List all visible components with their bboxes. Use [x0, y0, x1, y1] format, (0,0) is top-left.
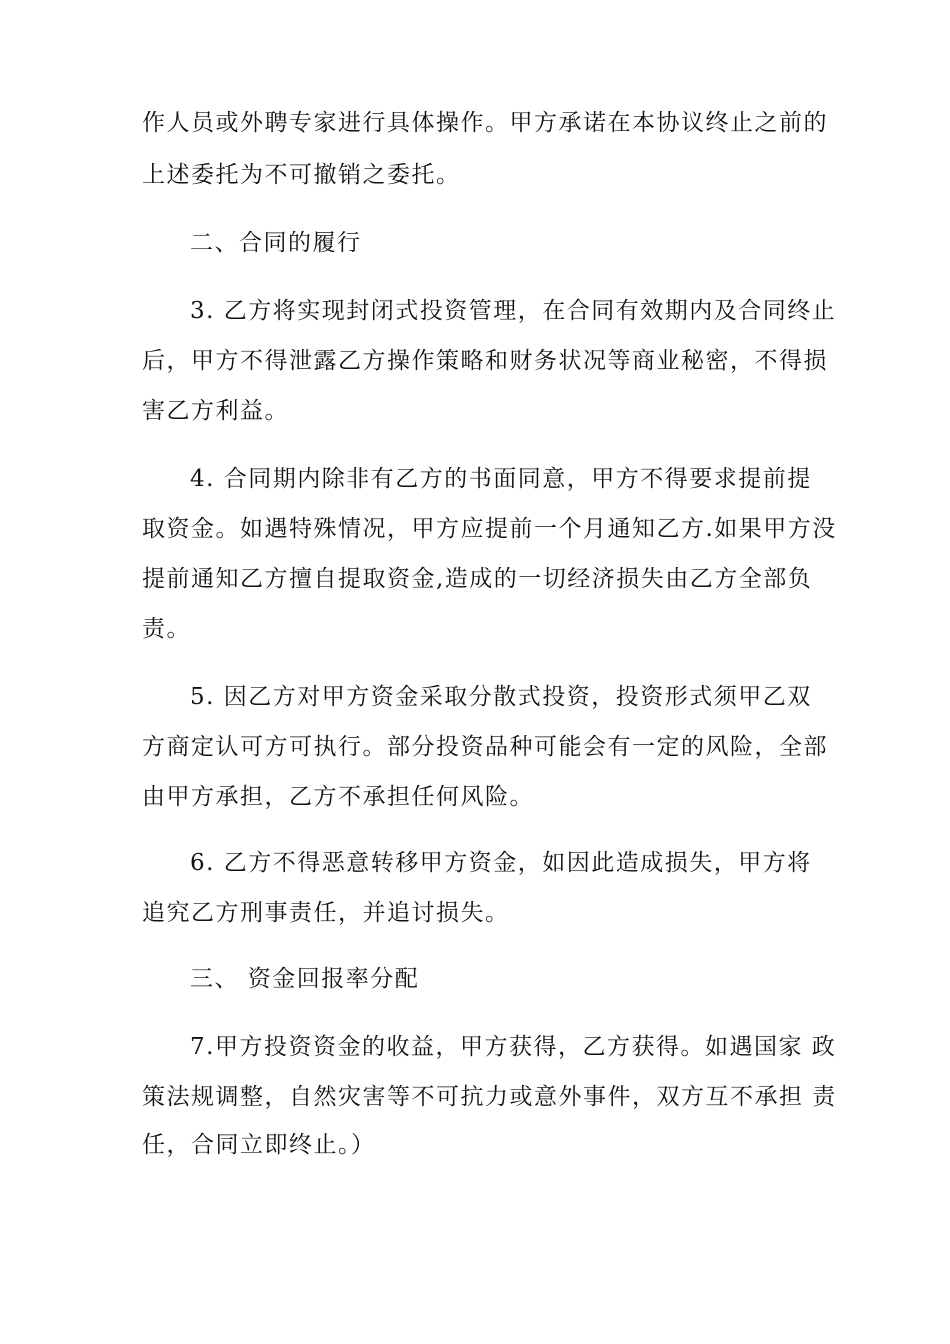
paragraph-line: 策法规调整，自然灾害等不可抗力或意外事件，双方互不承担 责 — [142, 1084, 837, 1110]
paragraph-line: 4. 合同期内除非有乙方的书面同意，甲方不得要求提前提 — [190, 466, 812, 492]
paragraph-line: 6. 乙方不得恶意转移甲方资金，如因此造成损失，甲方将 — [190, 850, 812, 876]
paragraph-line: 5. 因乙方对甲方资金采取分散式投资，投资形式须甲乙双 — [190, 684, 812, 710]
paragraph-line: 方商定认可方可执行。部分投资品种可能会有一定的风险，全部 — [142, 734, 828, 760]
paragraph-line: 责。 — [142, 616, 191, 642]
section-heading: 二、合同的履行 — [190, 230, 362, 256]
paragraph-line: 由甲方承担，乙方不承担任何风险。 — [142, 784, 534, 810]
paragraph-line: 任，合同立即终止。） — [142, 1132, 376, 1158]
text-line: 作人员或外聘专家进行具体操作。甲方承诺在本协议终止之前的 — [142, 110, 828, 136]
paragraph-line: 害乙方利益。 — [142, 398, 289, 424]
paragraph-line: 3. 乙方将实现封闭式投资管理，在合同有效期内及合同终止 — [190, 298, 837, 324]
paragraph-line: 取资金。如遇特殊情况，甲方应提前一个月通知乙方.如果甲方没 — [142, 516, 837, 542]
paragraph-line: 7.甲方投资资金的收益，甲方获得，乙方获得。如遇国家 政 — [190, 1034, 837, 1060]
paragraph-line: 提前通知乙方擅自提取资金,造成的一切经济损失由乙方全部负 — [142, 566, 813, 592]
section-heading: 三、 资金回报率分配 — [190, 966, 420, 992]
paragraph-line: 后，甲方不得泄露乙方操作策略和财务状况等商业秘密，不得损 — [142, 348, 828, 374]
text-line: 上述委托为不可撤销之委托。 — [142, 162, 461, 188]
paragraph-line: 追究乙方刑事责任，并追讨损失。 — [142, 900, 510, 926]
